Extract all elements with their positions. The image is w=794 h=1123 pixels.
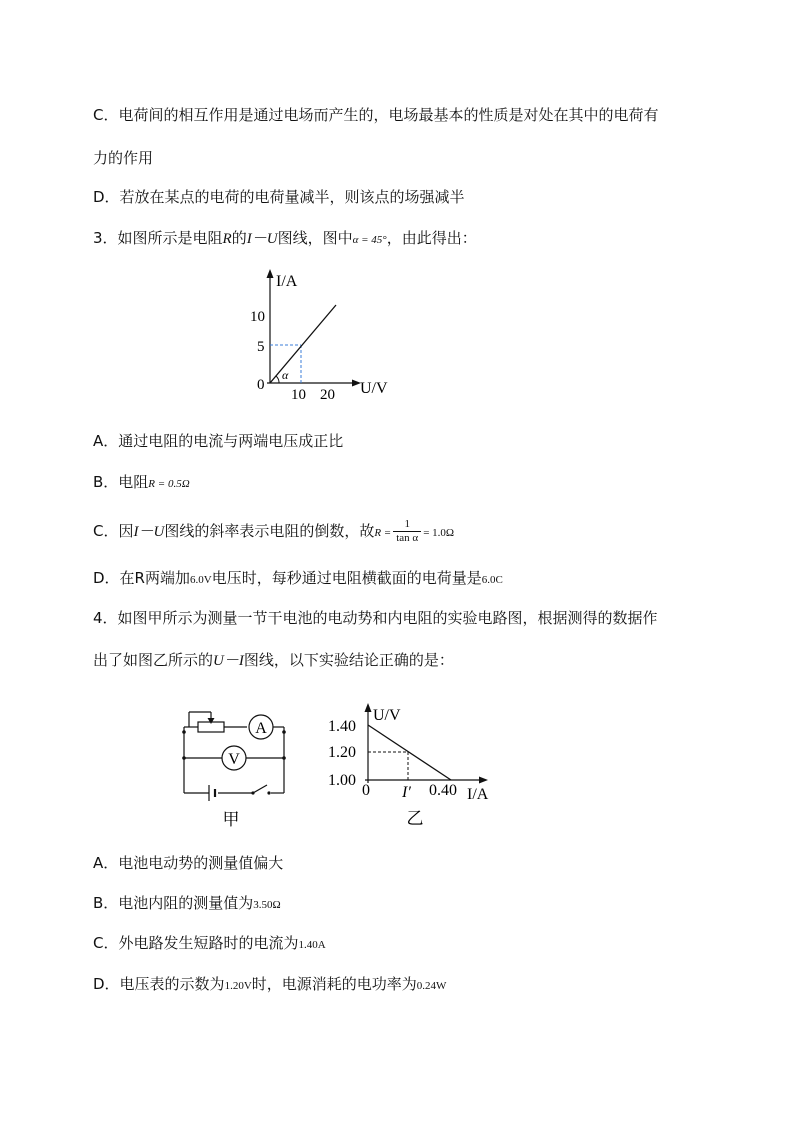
q3-option-c xyxy=(93,514,454,550)
q4-circuit-diagram xyxy=(175,705,300,833)
q3-option-c-r: R = xyxy=(374,527,392,539)
q3-fraction-num: 1 xyxy=(393,518,421,532)
q3-stem-r: R xyxy=(222,231,232,247)
q3-y-arrow xyxy=(267,269,274,278)
q4-option-d-power: 0.24W xyxy=(416,980,447,992)
q4-option-b-text: B．电池内阻的测量值为 xyxy=(93,894,254,912)
q4-option-b-value: 3.50Ω xyxy=(253,899,281,911)
q4-option-d-voltage: 1.20V xyxy=(224,980,252,992)
q3-option-a: A．通过电阻的电流与两端电压成正比 xyxy=(93,432,344,450)
q4-option-d xyxy=(93,974,446,996)
q3-option-d-text: D．在R两端加 xyxy=(93,569,190,587)
q4-option-d-text: D．电压表的示数为 xyxy=(93,975,225,993)
q3-stem xyxy=(93,228,477,250)
q4-stem-text: 出了如图乙所示的 xyxy=(93,651,214,669)
q4-option-d-text: 时，电源消耗的电功率为 xyxy=(251,975,417,993)
q2-option-d: D．若放在某点的电荷的电荷量减半，则该点的场强减半 xyxy=(93,188,465,206)
q3-y-label: I/A xyxy=(276,273,298,290)
q4-x-tick-040: 0.40 xyxy=(429,782,457,799)
q3-stem-text: ，由此得出： xyxy=(386,229,477,247)
q3-stem-alpha: α = 45° xyxy=(352,234,387,246)
q4-stem-text: 图线，以下实验结论正确的是： xyxy=(243,651,454,669)
q4-x-label: I/A xyxy=(467,786,489,803)
q3-option-c-result: = 1.0Ω xyxy=(423,527,455,539)
q3-angle-arc xyxy=(276,376,279,383)
q3-stem-text: 图线，图中 xyxy=(277,229,353,247)
q4-x-tick-0: 0 xyxy=(362,782,370,799)
q4-y-tick-120: 1.20 xyxy=(328,744,356,761)
q3-option-c-text: C．因 xyxy=(93,522,134,540)
circuit-caption: 甲 xyxy=(222,810,240,829)
q3-x-label: U/V xyxy=(360,380,388,397)
q3-stem-text: 的 xyxy=(231,229,247,247)
q3-option-d xyxy=(93,568,503,590)
q4-y-label: U/V xyxy=(373,707,401,724)
q4-ui-graph xyxy=(325,700,500,830)
q3-y-tick-5: 5 xyxy=(257,339,265,355)
q4-x-arrow xyxy=(479,777,488,784)
q4-option-a: A．电池电动势的测量值偏大 xyxy=(93,854,284,872)
q3-stem-text: 3．如图所示是电阻 xyxy=(93,229,223,247)
q3-option-c-iu: I－U xyxy=(133,524,165,540)
graph-caption: 乙 xyxy=(406,809,424,828)
q3-option-d-charge: 6.0C xyxy=(481,574,503,586)
q3-option-d-text: 电压时，每秒通过电阻横截面的电荷量是 xyxy=(211,569,482,587)
q4-y-tick-100: 1.00 xyxy=(328,772,356,789)
q4-y-tick-140: 1.40 xyxy=(328,718,356,735)
q3-origin-label: 0 xyxy=(257,377,265,393)
q3-option-d-voltage: 6.0V xyxy=(189,574,212,586)
voltmeter-label: V xyxy=(228,751,240,768)
q4-option-c-value: 1.40A xyxy=(298,939,326,951)
q4-option-c-text: C．外电路发生短路时的电流为 xyxy=(93,934,299,952)
q3-fraction xyxy=(393,518,421,545)
q3-iu-line xyxy=(270,305,336,383)
q3-option-b-text: B．电阻 xyxy=(93,473,149,491)
q4-option-b xyxy=(93,893,281,915)
q2-option-c-line1: C．电荷间的相互作用是通过电场而产生的，电场最基本的性质是对处在其中的电荷有 xyxy=(93,106,659,124)
q3-option-b-eq: R = 0.5Ω xyxy=(148,478,190,490)
q3-stem-iu: I－U xyxy=(246,231,278,247)
q3-option-b xyxy=(93,472,190,494)
q2-option-c-line2: 力的作用 xyxy=(93,149,154,167)
q4-stem-line2 xyxy=(93,650,454,671)
q3-x-tick-20: 20 xyxy=(320,387,335,403)
q3-y-tick-10: 10 xyxy=(250,309,265,325)
q3-fraction-den: tan α xyxy=(396,532,419,544)
q3-angle-label: α xyxy=(282,368,289,382)
q3-x-tick-10: 10 xyxy=(291,387,306,403)
switch-blade xyxy=(253,785,267,793)
q3-option-c-text: 图线的斜率表示电阻的倒数，故 xyxy=(164,522,375,540)
q4-stem-ui: U－I xyxy=(213,653,244,669)
slider-arrow xyxy=(208,718,215,724)
q4-stem-line1: 4．如图甲所示为测量一节干电池的电动势和内电阻的实验电路图，根据测得的数据作 xyxy=(93,609,658,627)
q4-option-c xyxy=(93,933,326,955)
q3-iu-graph xyxy=(245,265,388,405)
ammeter-label: A xyxy=(255,720,267,737)
q4-x-tick-iprime: I′ xyxy=(402,784,411,801)
q4-y-arrow xyxy=(365,703,372,712)
